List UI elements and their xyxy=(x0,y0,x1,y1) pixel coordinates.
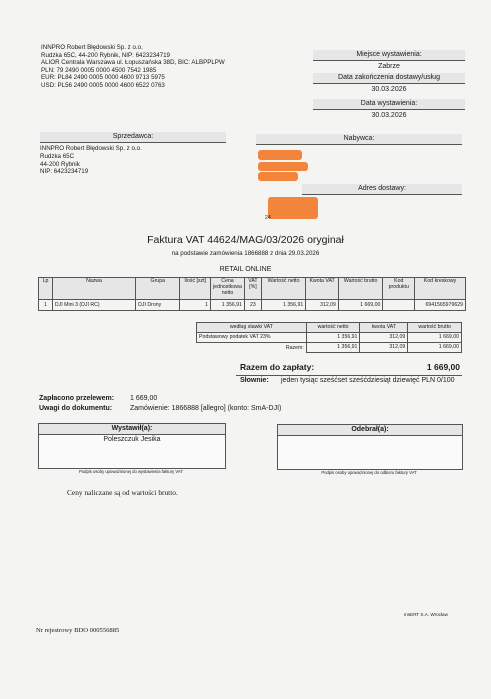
seller-header-line: INNPRO Robert Błędowski Sp. z o.o. xyxy=(41,44,143,51)
col-header: Wartość netto xyxy=(261,278,305,300)
cell: 1 xyxy=(180,300,211,311)
gross-price-note: Ceny naliczane są od wartości brutto. xyxy=(67,488,178,497)
redaction-mark xyxy=(268,197,318,219)
col-header: Kod produktu xyxy=(383,278,415,300)
cell: 6941565979629 xyxy=(415,300,466,311)
redaction-mark xyxy=(258,150,302,160)
cell: DJI Mini 3 (DJI RC) xyxy=(52,300,135,311)
seller-label: Sprzedawca: xyxy=(40,132,226,143)
seller-block xyxy=(40,132,226,176)
issued-by-box xyxy=(38,423,226,469)
cell: 312,09 xyxy=(360,343,408,353)
col-header: Ilość [szt] xyxy=(180,278,211,300)
amount-due-row xyxy=(236,362,462,376)
paid-label: Zapłacono przelewem: xyxy=(39,395,115,402)
issued-sign-caption: Podpis osoby upoważnionej do wystawienia faktury VAT xyxy=(79,469,183,474)
issue-info xyxy=(313,50,465,121)
col-header: wartość brutto xyxy=(408,323,462,333)
cell: 1 xyxy=(39,300,53,311)
cell: 23 xyxy=(244,300,261,311)
issued-by-value: Poleszczuk Jesika xyxy=(103,436,161,444)
in-words-value: jeden tysiąc sześćset sześćdziesiąt dziewięć PLN 0/100 xyxy=(281,377,455,384)
issue-date-value: 30.03.2026 xyxy=(371,112,407,120)
retail-category: RETAIL ONLINE xyxy=(219,266,272,273)
bdo-number: Nr rejestrowy BDO 000556885 xyxy=(36,627,120,634)
cell: Podstawowy podatek VAT 23% xyxy=(197,333,307,343)
col-header: Kod kreskowy xyxy=(415,278,466,300)
cell: 1 356,91 xyxy=(306,333,360,343)
software-footer: InsERT S.A. Wrocław xyxy=(404,612,448,617)
redaction-mark xyxy=(258,162,308,171)
cell: DJI Drony xyxy=(136,300,180,311)
notes-label: Uwagi do dokumentu: xyxy=(39,405,113,412)
place-label: Miejsce wystawienia: xyxy=(313,50,465,61)
paid-value: 1 669,00 xyxy=(130,395,158,402)
col-header: wartość netto xyxy=(306,323,360,333)
amount-due-label: Razem do zapłaty: xyxy=(240,362,315,372)
seller-header xyxy=(41,44,281,90)
col-header: Nazwa xyxy=(52,278,135,300)
buyer-block xyxy=(256,134,462,145)
seller-header-line: Rudzka 65C, 44-200 Rybnik, NIP: 6423234719 xyxy=(41,51,170,59)
cell: 1 669,00 xyxy=(338,300,382,311)
cell: 1 669,00 xyxy=(408,343,462,353)
delivery-block xyxy=(302,184,462,195)
seller-header-line: PLN: 79 2490 0005 0000 4500 7542 1985 xyxy=(41,66,157,74)
cell: Razem: xyxy=(285,344,304,351)
received-by-label: Odebrał(a): xyxy=(278,425,462,436)
cell: 1 356,91 xyxy=(210,300,244,311)
delivery-date-value: 30.03.2026 xyxy=(371,86,407,94)
seller-header-line: ALIOR Centrala Warszawa ul. Łopuszańska 38D, BIC: ALBPPLPW xyxy=(41,59,225,67)
vat-summary-table xyxy=(196,322,462,353)
delivery-date-label: Data zakończenia dostawy/usług xyxy=(313,73,465,84)
col-header: według stawki VAT xyxy=(197,323,307,333)
seller-header-line: EUR: PL84 2490 0005 0000 4600 9713 5975 xyxy=(41,74,165,82)
seller-line: Rudzka 65C xyxy=(40,153,75,160)
col-header: Lp xyxy=(39,278,53,300)
cell: 1 356,91 xyxy=(306,343,360,353)
col-header: Grupa xyxy=(136,278,180,300)
issued-by-label: Wystawił(a): xyxy=(39,424,225,435)
col-header: kwota VAT xyxy=(360,323,408,333)
redaction-mark xyxy=(258,172,298,181)
buyer-label: Nabywca: xyxy=(256,134,462,145)
cell: 1 356,91 xyxy=(261,300,305,311)
notes-value: Zamówienie: 1866888 [allegro] (konto: SmA-DJI) xyxy=(130,405,282,412)
amount-due-value: 1 669,00 xyxy=(426,362,460,372)
invoice-title: Faktura VAT 44624/MAG/03/2026 oryginał xyxy=(147,234,344,246)
total-row xyxy=(197,343,462,353)
table-row xyxy=(197,333,462,343)
delivery-address-label: Adres dostawy: xyxy=(302,184,462,195)
col-header: Cena jednostkowa netto xyxy=(210,278,244,300)
received-sign-caption: Podpis osoby upoważnionej do odbioru faktury VAT xyxy=(321,470,417,475)
cell: 1 669,00 xyxy=(408,333,462,343)
cell: 312,09 xyxy=(360,333,408,343)
in-words-label: Słownie: xyxy=(240,377,269,384)
invoice-subtitle: na podstawie zamówienia 1866888 z dnia 29.03.2026 xyxy=(171,250,320,257)
seller-line: 44-200 Rybnik xyxy=(40,160,80,168)
col-header: VAT [%] xyxy=(244,278,261,300)
col-header: Wartość brutto xyxy=(338,278,382,300)
items-table xyxy=(38,277,466,311)
seller-header-line: USD: PL56 2490 0005 0000 4600 6522 0763 xyxy=(41,81,165,89)
seller-line: INNPRO Robert Błędowski Sp. z o.o. xyxy=(40,145,142,153)
cell xyxy=(383,300,415,311)
received-by-box xyxy=(277,424,463,470)
issue-date-label: Data wystawienia: xyxy=(313,99,465,110)
place-value: Zabrze xyxy=(378,63,400,71)
cell: 312,09 xyxy=(306,300,339,311)
seller-line: NIP: 6423234719 xyxy=(40,168,89,176)
table-row xyxy=(39,300,466,311)
col-header: Kwota VAT xyxy=(306,278,339,300)
delivery-partial-text: 24 xyxy=(265,215,271,221)
